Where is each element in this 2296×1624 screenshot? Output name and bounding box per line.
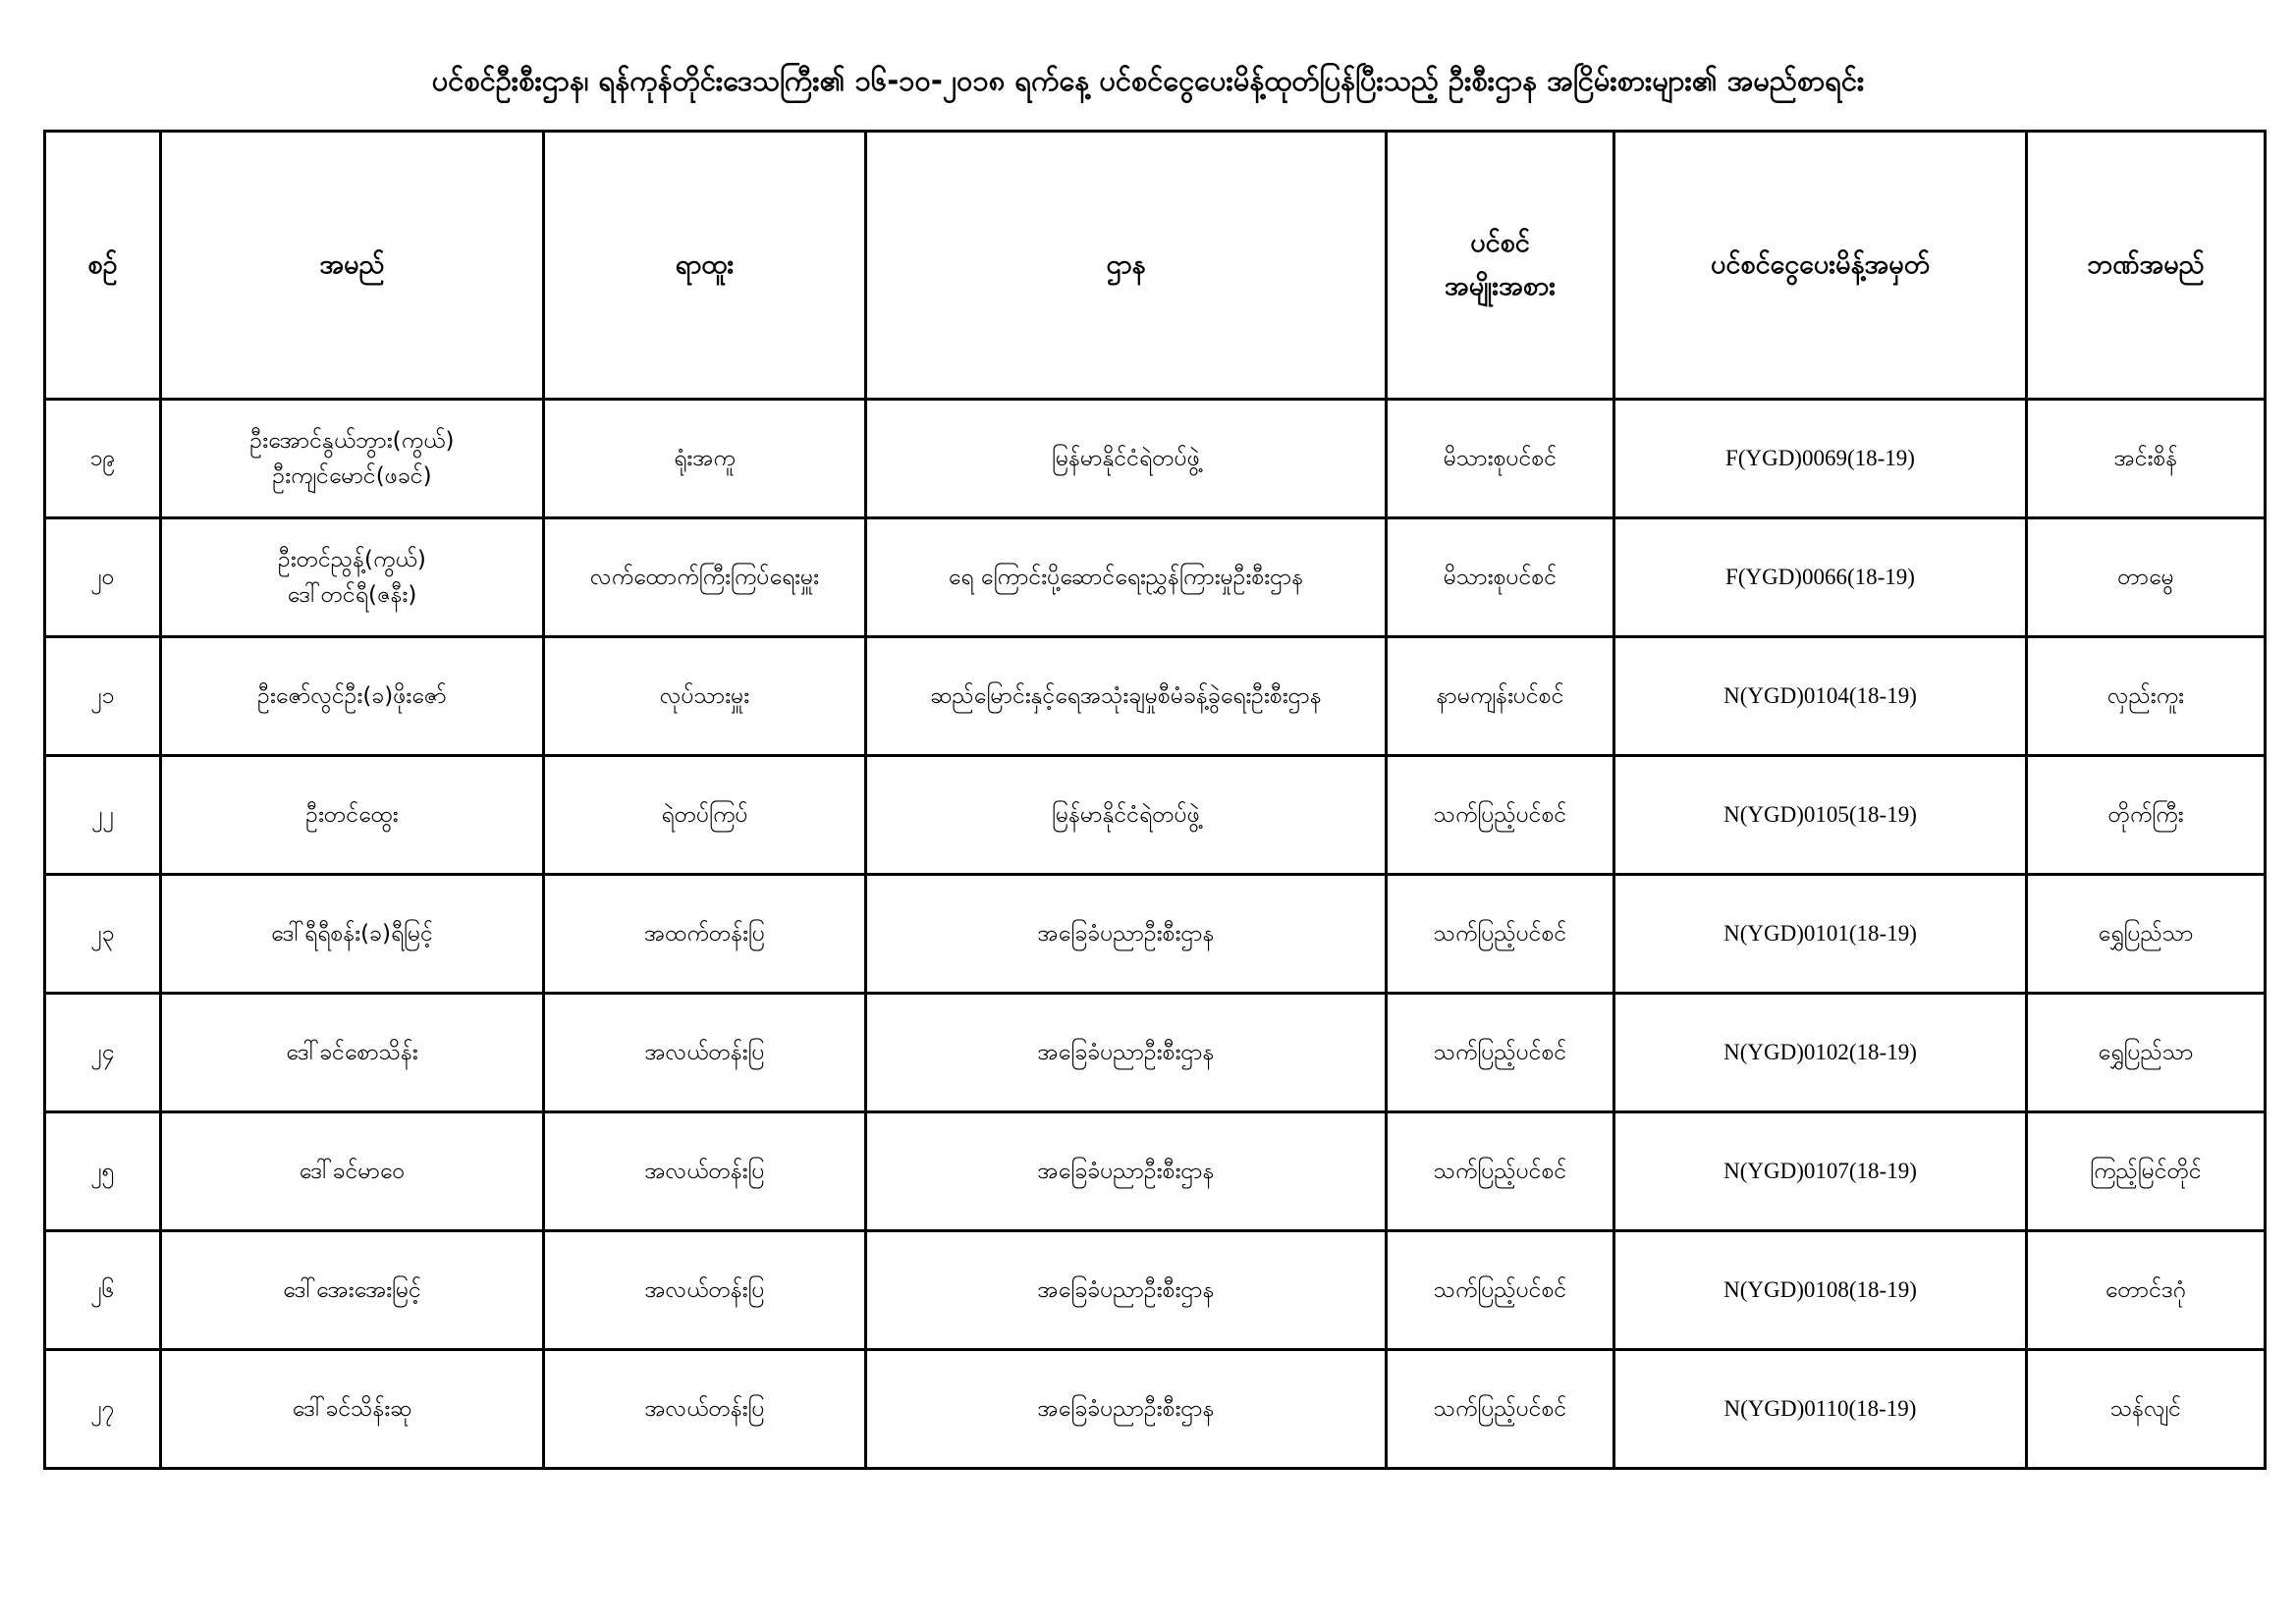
header-department: ဌာန [866,132,1387,400]
cell-pension-type: မိသားစုပင်စင် [1387,518,1614,637]
cell-serial: ၂၁ [45,637,161,756]
cell-order-no: N(YGD)0107(18-19) [1614,1112,2027,1231]
table-row [45,400,2266,518]
cell-rank: အလယ်တန်းပြ [544,994,866,1112]
cell-order-no: N(YGD)0104(18-19) [1614,637,2027,756]
cell-pension-type: မိသားစုပင်စင် [1387,400,1614,518]
cell-pension-type: နာမကျန်းပင်စင် [1387,637,1614,756]
cell-department: အခြေခံပညာဦးစီးဌာန [866,875,1387,994]
table-row [45,1231,2266,1350]
cell-pension-type: သက်ပြည့်ပင်စင် [1387,1350,1614,1469]
cell-name: ဒေါ်ခင်သိန်းဆု [161,1350,544,1469]
cell-department: မြန်မာနိုင်ငံရဲတပ်ဖွဲ့ [866,400,1387,518]
cell-serial: ၂၇ [45,1350,161,1469]
cell-name: ဦးတင်ထွေး [161,756,544,875]
cell-name: ဒေါ်အေးအေးမြင့် [161,1231,544,1350]
cell-order-no: N(YGD)0105(18-19) [1614,756,2027,875]
cell-order-no: N(YGD)0108(18-19) [1614,1231,2027,1350]
table-row [45,994,2266,1112]
cell-order-no: N(YGD)0101(18-19) [1614,875,2027,994]
header-pension-type-line2: အမျိုးအစား [1444,271,1557,301]
cell-rank: အလယ်တန်းပြ [544,1112,866,1231]
cell-bank: ကြည့်မြင်တိုင် [2027,1112,2266,1231]
cell-bank: တောင်ဒဂုံ [2027,1231,2266,1350]
cell-order-no: N(YGD)0110(18-19) [1614,1350,2027,1469]
pension-roster-table [43,130,2267,1470]
cell-serial: ၂၅ [45,1112,161,1231]
header-serial: စဉ် [45,132,161,400]
cell-name-line1: ဦးအောင်နွယ်ဘွား(ကွယ်) [249,428,455,454]
cell-name-line2: ဦးကျင်မောင်(ဖခင်) [272,463,432,489]
table-row [45,756,2266,875]
cell-bank: အင်းစိန် [2027,400,2266,518]
cell-serial: ၂၂ [45,756,161,875]
cell-bank: ရွှေပြည်သာ [2027,994,2266,1112]
cell-rank: ရုံးအကူ [544,400,866,518]
cell-bank: တာမွေ [2027,518,2266,637]
cell-department: ဆည်မြောင်းနှင့်ရေအသုံးချမှုစီမံခန့်ခွဲရေးဦးစီးဌာန [866,637,1387,756]
cell-department: ရေ ကြောင်းပို့ဆောင်ရေးညွှန်ကြားမှုဦးစီးဌာန [866,518,1387,637]
cell-serial: ၂၄ [45,994,161,1112]
cell-department: အခြေခံပညာဦးစီးဌာန [866,1112,1387,1231]
cell-order-no: F(YGD)0066(18-19) [1614,518,2027,637]
cell-department: အခြေခံပညာဦးစီးဌာန [866,1231,1387,1350]
cell-bank: လှည်းကူး [2027,637,2266,756]
cell-pension-type: သက်ပြည့်ပင်စင် [1387,994,1614,1112]
cell-serial: ၂၆ [45,1231,161,1350]
table-row [45,875,2266,994]
cell-name: ဦးဇော်လွင်ဦး(ခ)ဖိုးဇော် [161,637,544,756]
cell-serial: ၂၀ [45,518,161,637]
table-row [45,1112,2266,1231]
cell-rank: လက်ထောက်ကြီးကြပ်ရေးမှူး [544,518,866,637]
cell-bank: သန်လျင် [2027,1350,2266,1469]
cell-serial: ၂၃ [45,875,161,994]
cell-bank: ရွှေပြည်သာ [2027,875,2266,994]
cell-pension-type: သက်ပြည့်ပင်စင် [1387,1112,1614,1231]
cell-rank: အလယ်တန်းပြ [544,1231,866,1350]
cell-bank: တိုက်ကြီး [2027,756,2266,875]
table-row [45,1350,2266,1469]
cell-pension-type: သက်ပြည့်ပင်စင် [1387,756,1614,875]
header-pension-type-line1: ပင်စင် [1470,228,1530,258]
header-order-no: ပင်စင်ငွေပေးမိန့်အမှတ် [1614,132,2027,400]
cell-department: မြန်မာနိုင်ငံရဲတပ်ဖွဲ့ [866,756,1387,875]
cell-rank: အလယ်တန်းပြ [544,1350,866,1469]
cell-department: အခြေခံပညာဦးစီးဌာန [866,994,1387,1112]
cell-order-no: F(YGD)0069(18-19) [1614,400,2027,518]
cell-name [161,400,544,518]
page-title: ပင်စင်ဦးစီးဌာန၊ ရန်ကုန်တိုင်းဒေသကြီး၏ ၁၆-၁၀-၂၀၁၈ ရက်နေ့ ပင်စင်ငွေပေးမိန့်ထုတ်ပြန်ပြီးသည့် ဦးစီးဌာန အငြိမ်းစားများ၏ အမည်စာရင်း [431,64,1865,97]
cell-rank: ရဲတပ်ကြပ် [544,756,866,875]
header-rank: ရာထူး [544,132,866,400]
table-row [45,518,2266,637]
header-pension-type [1387,132,1614,400]
cell-name: ဒေါ်ရီရီစန်း(ခ)ရီမြင့် [161,875,544,994]
cell-name [161,518,544,637]
header-row [45,132,2266,400]
cell-rank: လုပ်သားမှူး [544,637,866,756]
cell-order-no: N(YGD)0102(18-19) [1614,994,2027,1112]
table-row [45,637,2266,756]
header-name: အမည် [161,132,544,400]
cell-name-line1: ဦးတင်ညွန့်(ကွယ်) [278,547,426,572]
cell-rank: အထက်တန်းပြ [544,875,866,994]
cell-name-line2: ဒေါ်တင်ရီ(ဇနီး) [287,582,417,608]
cell-department: အခြေခံပညာဦးစီးဌာန [866,1350,1387,1469]
header-bank: ဘဏ်အမည် [2027,132,2266,400]
cell-name: ဒေါ်ခင်စောသိန်း [161,994,544,1112]
cell-pension-type: သက်ပြည့်ပင်စင် [1387,1231,1614,1350]
cell-pension-type: သက်ပြည့်ပင်စင် [1387,875,1614,994]
cell-name: ဒေါ်ခင်မာဝေ [161,1112,544,1231]
cell-serial: ၁၉ [45,400,161,518]
